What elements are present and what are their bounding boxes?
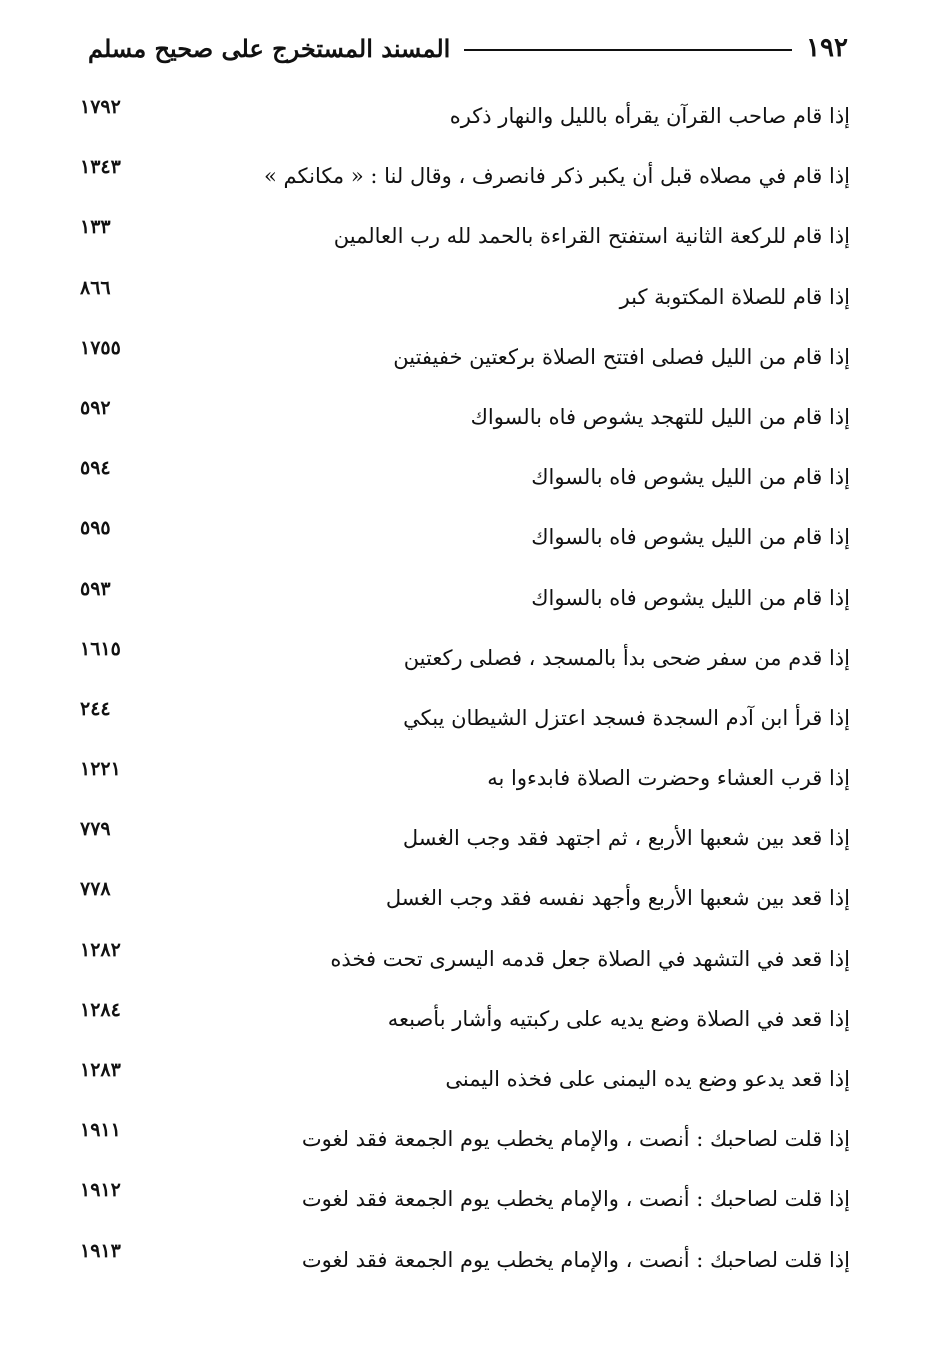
entry-reference-number: ١٩١٣ bbox=[80, 1239, 121, 1262]
entry-reference-number: ٥٩٤ bbox=[80, 457, 111, 480]
entry-text: إذا قام من الليل يشوص فاه بالسواك bbox=[531, 465, 850, 490]
index-entry bbox=[80, 1059, 850, 1119]
header-rule bbox=[464, 49, 792, 51]
entry-reference-number: ٢٤٤ bbox=[80, 697, 111, 720]
entry-text: إذا قلت لصاحبك : أنصت ، والإمام يخطب يوم الجمعة فقد لغوت bbox=[301, 1187, 850, 1212]
entry-reference-number: ١٢٨٢ bbox=[80, 938, 121, 961]
entry-text: إذا قرأ ابن آدم السجدة فسجد اعتزل الشيطان يبكي bbox=[403, 705, 850, 730]
entry-reference-number: ١٧٥٥ bbox=[80, 336, 121, 359]
index-entry bbox=[80, 999, 850, 1059]
entry-text: إذا قرب العشاء وحضرت الصلاة فابدءوا به bbox=[487, 766, 850, 791]
page-number: ١٩٢ bbox=[806, 33, 848, 63]
entry-text: إذا قعد في التشهد في الصلاة جعل قدمه اليسرى تحت فخذه bbox=[330, 946, 850, 971]
entry-text: إذا قام في مصلاه قبل أن يكبر ذكر فانصرف ، وقال لنا : « مكانكم » bbox=[264, 164, 850, 189]
index-entry bbox=[80, 698, 850, 758]
index-entry bbox=[80, 96, 850, 156]
index-entry bbox=[80, 638, 850, 698]
index-entry bbox=[80, 156, 850, 216]
entry-text: إذا قدم من سفر ضحى بدأ بالمسجد ، فصلى ركعتين bbox=[403, 645, 850, 670]
entry-reference-number: ١٦١٥ bbox=[80, 637, 121, 660]
entry-text: إذا قام من الليل فصلى افتتح الصلاة بركعتين خفيفتين bbox=[393, 344, 850, 369]
entry-reference-number: ١٢٨٤ bbox=[80, 998, 121, 1021]
entry-text: إذا قلت لصاحبك : أنصت ، والإمام يخطب يوم الجمعة فقد لغوت bbox=[301, 1127, 850, 1152]
index-entry bbox=[80, 1179, 850, 1239]
entry-reference-number: ١٣٣ bbox=[80, 216, 111, 239]
page-header bbox=[88, 28, 848, 68]
entry-reference-number: ٥٩٥ bbox=[80, 517, 111, 540]
entry-reference-number: ١٧٩٢ bbox=[80, 96, 121, 118]
index-entry bbox=[80, 277, 850, 337]
entry-reference-number: ١٢٨٣ bbox=[80, 1059, 121, 1081]
index-entry bbox=[80, 878, 850, 938]
index-list bbox=[80, 96, 850, 1300]
index-entry bbox=[80, 1240, 850, 1300]
entry-text: إذا قام للصلاة المكتوبة كبر bbox=[619, 284, 850, 309]
index-entry bbox=[80, 337, 850, 397]
entry-text: إذا قام من الليل يشوص فاه بالسواك bbox=[531, 585, 850, 610]
entry-text: إذا قعد بين شعبها الأربع وأجهد نفسه فقد وجب الغسل bbox=[385, 886, 850, 911]
entry-reference-number: ١٩١١ bbox=[80, 1119, 121, 1142]
entry-text: إذا قعد بين شعبها الأربع ، ثم اجتهد فقد وجب الغسل bbox=[402, 826, 850, 851]
entry-text: إذا قعد يدعو وضع يده اليمنى على فخذه اليمنى bbox=[445, 1067, 850, 1091]
entry-text: إذا قعد في الصلاة وضع يديه على ركبتيه وأشار بأصبعه bbox=[387, 1006, 850, 1031]
index-entry bbox=[80, 517, 850, 577]
index-entry bbox=[80, 939, 850, 999]
index-entry bbox=[80, 457, 850, 517]
entry-text: إذا قام من الليل للتهجد يشوص فاه بالسواك bbox=[470, 404, 850, 429]
entry-reference-number: ٧٧٨ bbox=[80, 878, 111, 901]
index-entry bbox=[80, 578, 850, 638]
index-entry bbox=[80, 1119, 850, 1179]
entry-reference-number: ٥٩٢ bbox=[80, 396, 111, 419]
index-entry bbox=[80, 758, 850, 818]
entry-text: إذا قام من الليل يشوص فاه بالسواك bbox=[531, 525, 850, 550]
entry-text: إذا قام للركعة الثانية استفتح القراءة بالحمد لله رب العالمين bbox=[333, 224, 850, 249]
entry-reference-number: ٧٧٩ bbox=[80, 818, 111, 841]
entry-reference-number: ٥٩٣ bbox=[80, 577, 111, 600]
entry-text: إذا قام صاحب القرآن يقرأه بالليل والنهار ذكره bbox=[449, 104, 850, 128]
index-entry bbox=[80, 397, 850, 457]
entry-reference-number: ٨٦٦ bbox=[80, 276, 111, 299]
book-title: المسند المستخرج على صحيح مسلم bbox=[88, 33, 451, 63]
entry-reference-number: ١٩١٢ bbox=[80, 1179, 121, 1202]
index-entry bbox=[80, 216, 850, 276]
entry-reference-number: ١٢٢١ bbox=[80, 758, 121, 781]
entry-text: إذا قلت لصاحبك : أنصت ، والإمام يخطب يوم الجمعة فقد لغوت bbox=[301, 1247, 850, 1272]
index-entry bbox=[80, 818, 850, 878]
entry-reference-number: ١٣٤٣ bbox=[80, 156, 121, 179]
